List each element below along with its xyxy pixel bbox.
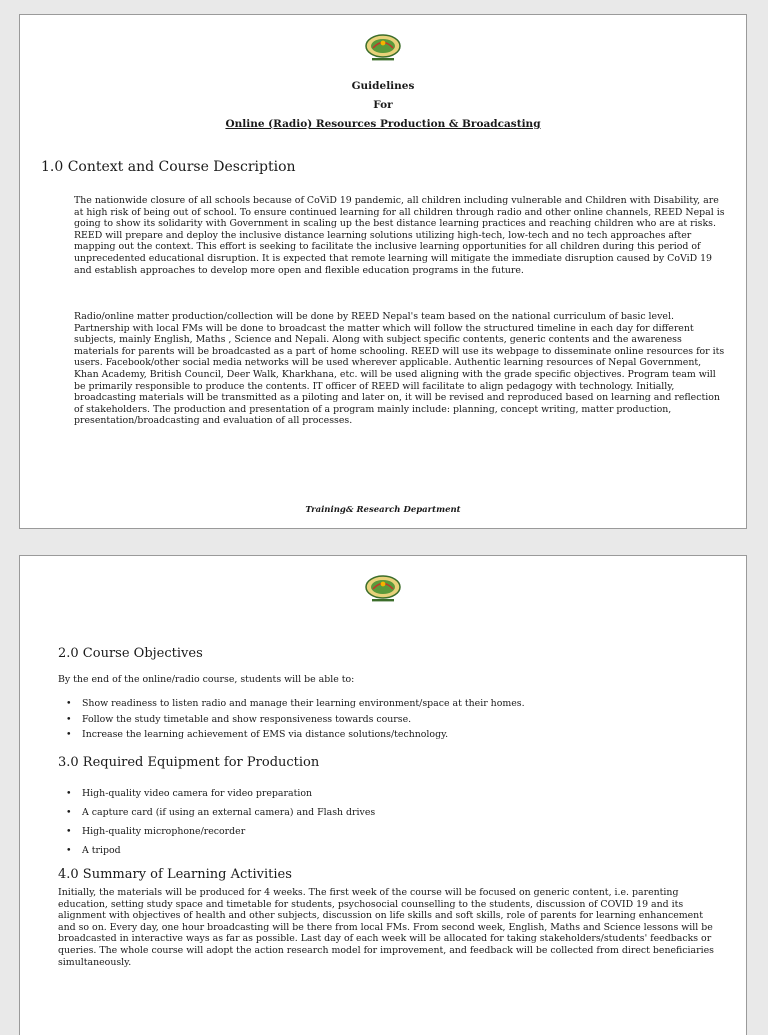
list-item: • Increase the learning achievement of EMS via distance solutions/technology.: [58, 727, 718, 743]
list-item: • A tripod: [58, 841, 718, 860]
section-1-heading: 1.0 Context and Course Description: [41, 159, 296, 175]
document-page-1: [19, 14, 747, 529]
list-item: • A capture card (if using an external camera) and Flash drives: [58, 803, 718, 822]
section-1-paragraph-1: The nationwide closure of all schools because of CoViD 19 pandemic, all children including vulnerable and Children with Disability, are at high risk of being out of school. To ensure continued learning for all children through radio and other online channels, REED Nepal is going to show its solidarity with Government in scaling up the best distance learning practices and reaching children who are at risks. REED will prepare and deploy the inclusive distance learning solutions utilizing high-tech, low-tech and no tech approaches after mapping out the context. This effort is seeking to facilitate the inclusive learning opportunities for all children during this period of unprecedented educational disruption. It is expected that remote learning will mitigate the immediate disruption caused by CoViD 19 and establish approaches to develop more open and flexible education programs in the future.: [74, 195, 725, 276]
section-3-heading: 3.0 Required Equipment for Production: [58, 755, 320, 770]
list-item: • High-quality video camera for video preparation: [58, 784, 718, 803]
list-item: • Show readiness to listen radio and manage their learning environment/space at their homes.: [58, 696, 718, 712]
title-line-for: For: [373, 99, 393, 111]
page-footer: Training& Research Department: [305, 505, 461, 515]
section-1-paragraph-2: Radio/online matter production/collection will be done by REED Nepal's team based on the national curriculum of basic level. Partnership with local FMs will be done to broadcast the matter which will follow the structured timeline in each day for different subjects, mainly English, Maths , Science and Nepali. Along with subject specific contents, generic contents and the awareness materials for parents will be broadcasted as a part of home schooling. REED will use its webpage to disseminate online resources for its users. Facebook/other social media networks will be used wherever applicable. Authentic learning resources of Nepal Government, Khan Academy, British Council, Deer Walk, Kharkhana, etc. will be used aligning with the grade specific objectives. Program team will be primarily responsible to produce the contents. IT officer of REED will facilitate to align pedagogy with technology. Initially, broadcasting materials will be transmitted as a piloting and later on, it will be revised and reproduced based on learning and reflection of stakeholders. The production and presentation of a program mainly include: planning, concept writing, matter production, presentation/broadcasting and evaluation of all processes.: [74, 311, 725, 427]
objectives-list: [58, 696, 718, 743]
list-item: • High-quality microphone/recorder: [58, 822, 718, 841]
section-4-heading: 4.0 Summary of Learning Activities: [58, 867, 292, 882]
title-line-subject: Online (Radio) Resources Production & Broadcasting: [225, 118, 541, 130]
list-item: • Follow the study timetable and show responsiveness towards course.: [58, 712, 718, 728]
section-2-heading: 2.0 Course Objectives: [58, 646, 203, 661]
section-4-paragraph: Initially, the materials will be produced for 4 weeks. The first week of the course will be focused on generic content, i.e. parenting education, setting study space and timetable for students, psychosocial counselling to the students, discussion of COVID 19 and its alignment with objectives of health and other subjects, discussion on life skills and soft skills, role of parents for learning enhancement and so on. Every day, one hour broadcasting will be there from local FMs. From second week, English, Maths and Science lessons will be broadcasted in interactive ways as far as possible. Last day of each week will be allocated for taking stakeholders/students' feedbacks or queries. The whole course will adopt the action research model for improvement, and feedback will be collected from direct beneficiaries simultaneously.: [58, 887, 714, 968]
document-title: [20, 77, 746, 134]
reed-nepal-logo-icon: [363, 33, 403, 63]
document-page-2: [19, 555, 747, 1035]
equipment-list: [58, 784, 718, 860]
title-line-guidelines: Guidelines: [351, 80, 415, 92]
objectives-intro: By the end of the online/radio course, students will be able to:: [58, 674, 355, 685]
reed-nepal-logo-icon: [363, 574, 403, 604]
